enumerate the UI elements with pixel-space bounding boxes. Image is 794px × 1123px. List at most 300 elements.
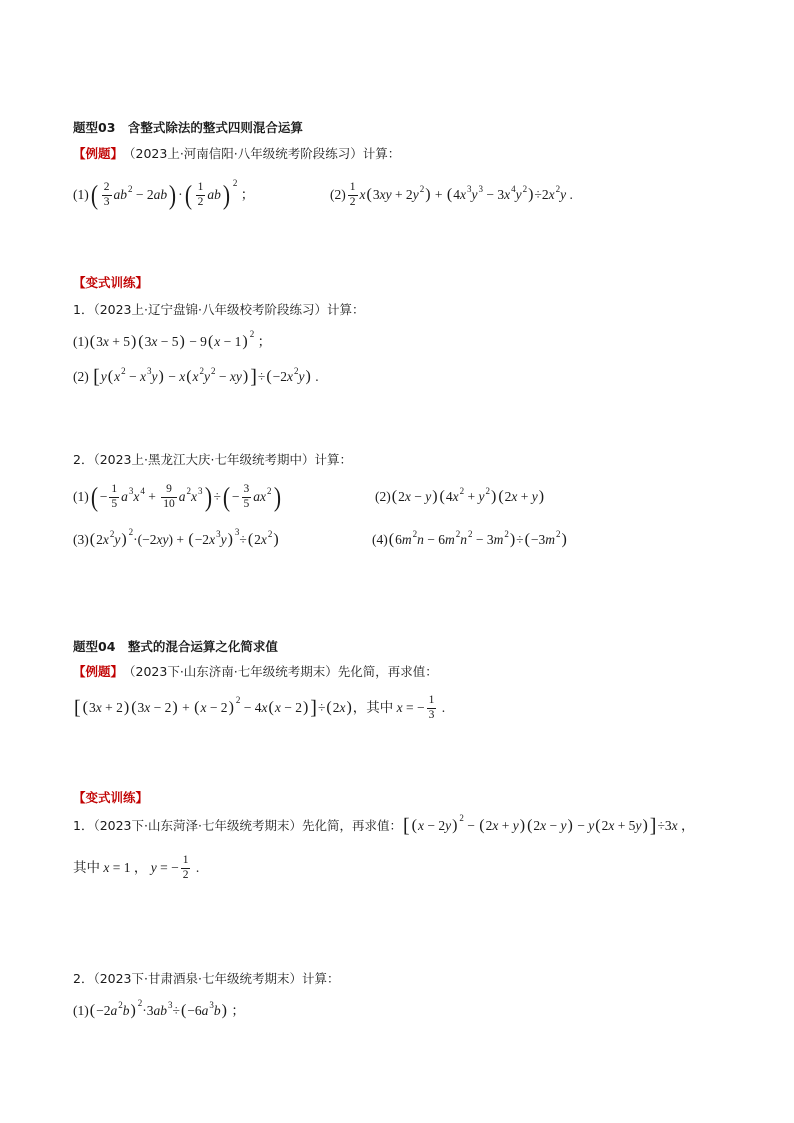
- math-bracket: ): [528, 186, 534, 203]
- math-bracket: ): [169, 179, 177, 210]
- math-variable: x: [459, 187, 466, 203]
- math-expression: [402, 812, 695, 837]
- math-variable: x: [492, 818, 499, 834]
- math-variable: ab: [153, 187, 168, 203]
- math-bracket: ): [273, 481, 281, 512]
- math-text: − xy: [215, 369, 242, 385]
- math-text: [214, 1004, 221, 1018]
- math-bracket: ): [273, 531, 279, 548]
- math-variable: y: [150, 860, 157, 876]
- math-text: ÷: [239, 532, 247, 548]
- fraction-numerator: 9: [166, 483, 172, 495]
- math-fraction: [109, 484, 119, 510]
- math-bracket: (: [82, 699, 88, 716]
- math-variable: x: [417, 818, 424, 834]
- math-variable: y: [220, 532, 227, 548]
- type03-q2-problem-2: [375, 480, 545, 514]
- math-bracket: ): [242, 368, 249, 385]
- math-text: +: [178, 700, 194, 716]
- example-tag: 【例题】: [73, 145, 124, 161]
- math-variable: x: [140, 369, 146, 385]
- type03-example-problem-1: [73, 178, 254, 212]
- math-bracket: (: [194, 699, 200, 716]
- math-bracket: (: [595, 817, 601, 834]
- math-bracket: (: [479, 817, 485, 834]
- math-superscript: 2: [485, 485, 490, 496]
- math-text: −: [463, 818, 479, 834]
- math-text: ·3ab: [142, 1003, 168, 1019]
- fraction-denominator: 2: [349, 195, 356, 208]
- math-variable: y: [100, 369, 107, 385]
- math-variable: x: [274, 700, 281, 716]
- math-bracket: ): [519, 817, 526, 834]
- math-text: [299, 370, 305, 384]
- math-variable: x: [287, 369, 294, 385]
- math-superscript: 3: [478, 183, 483, 194]
- math-text: −3m: [530, 532, 556, 548]
- math-expression: [73, 481, 283, 512]
- math-bracket: ): [346, 699, 352, 716]
- math-bracket: (: [247, 531, 254, 548]
- math-superscript: 2: [211, 365, 216, 376]
- math-text: (2): [375, 489, 391, 505]
- math-text: (1): [73, 187, 89, 203]
- math-variable: x: [260, 532, 267, 548]
- math-variable: x: [192, 369, 199, 385]
- type04-variant-tag: 【变式训练】: [73, 789, 149, 805]
- math-variable: x: [540, 818, 547, 834]
- math-bracket: (: [90, 179, 98, 210]
- math-text: ÷3x ，: [657, 818, 695, 834]
- math-expression: [375, 485, 545, 505]
- type03-q2-problem-4: [372, 523, 568, 557]
- math-variable: y: [445, 818, 452, 834]
- math-superscript: 2: [267, 485, 272, 496]
- math-text: ÷: [257, 369, 266, 385]
- math-variable: a: [110, 1003, 118, 1019]
- math-superscript: 2: [199, 365, 205, 376]
- math-text: (2): [330, 187, 346, 203]
- math-bracket: ): [222, 179, 230, 210]
- type04-example-heading: [73, 655, 438, 689]
- math-bracket: (: [268, 699, 274, 716]
- math-text: 2x − y: [533, 818, 567, 834]
- fraction-denominator: 2: [182, 868, 189, 881]
- math-bracket: (: [186, 368, 192, 385]
- math-variable: n: [417, 532, 424, 548]
- type03-title: 题型03 含整式除法的整式四则混合运算: [73, 119, 303, 135]
- math-text: −: [231, 489, 240, 505]
- math-superscript: 2: [294, 365, 299, 376]
- math-text: 6m: [395, 532, 412, 548]
- math-superscript: 3: [216, 528, 221, 539]
- math-bracket: ): [130, 1002, 136, 1019]
- math-bracket: ): [642, 817, 648, 834]
- math-bracket: (: [180, 1002, 187, 1019]
- math-text: [471, 188, 477, 202]
- math-text: ·(−2xy) +: [133, 532, 188, 548]
- math-expression: [73, 328, 272, 350]
- math-expression: [372, 528, 568, 548]
- math-variable: ab: [113, 187, 127, 203]
- math-bracket: ): [561, 531, 567, 548]
- math-superscript: 2: [267, 528, 273, 539]
- math-variable: x: [608, 818, 615, 834]
- fraction-numerator: 1: [197, 181, 204, 193]
- math-text: (4): [372, 532, 388, 548]
- math-bracket: ): [158, 368, 164, 385]
- math-variable: m: [401, 532, 412, 548]
- math-text: .: [566, 187, 573, 203]
- math-text: −6a: [187, 1003, 209, 1019]
- math-text: x − 2y: [417, 818, 452, 834]
- math-variable: x: [359, 187, 366, 203]
- math-text: − x: [164, 369, 186, 385]
- fraction-denominator: 5: [111, 497, 118, 510]
- type03-q1-heading: 1．（2023上·辽宁盘锦·八年级校考阶段练习）计算：: [73, 301, 365, 317]
- math-variable: y: [515, 187, 522, 203]
- math-bracket: ): [121, 531, 127, 548]
- math-bracket: ): [452, 817, 458, 834]
- fraction-denominator: 2: [197, 195, 204, 208]
- math-text: ·: [178, 187, 183, 203]
- math-text: [204, 370, 210, 384]
- math-superscript: 3: [209, 999, 214, 1010]
- math-variable: x: [103, 860, 110, 876]
- math-variable: x: [191, 489, 197, 505]
- math-variable: x: [452, 489, 459, 505]
- math-text: .: [438, 700, 446, 716]
- math-variable: y: [560, 818, 567, 834]
- math-variable: y: [560, 187, 567, 203]
- math-superscript: 2: [118, 999, 123, 1010]
- math-bracket: (: [524, 531, 530, 548]
- math-variable: x: [151, 334, 158, 350]
- type04-q1-heading: [73, 809, 694, 843]
- math-bracket: (: [89, 1002, 96, 1019]
- math-text: [114, 370, 120, 384]
- math-text: −2x: [272, 369, 294, 385]
- math-text: ÷: [213, 489, 221, 505]
- math-text: 3x + 5: [96, 334, 130, 350]
- math-bracket: (: [89, 333, 96, 350]
- math-expression: [73, 367, 319, 387]
- math-expression: [73, 526, 280, 548]
- math-bracket: ): [242, 333, 248, 350]
- math-superscript: 2: [504, 528, 509, 539]
- math-superscript: 4: [511, 183, 516, 194]
- math-text: [121, 490, 128, 504]
- math-variable: xy: [379, 187, 392, 203]
- math-variable: x: [133, 489, 140, 505]
- math-bracket: ): [179, 333, 185, 350]
- fraction-denominator: 3: [103, 195, 110, 208]
- example-source: （2023下·山东济南·七年级统考期末）先化简，再求值：: [123, 663, 438, 679]
- math-fraction: [181, 855, 191, 881]
- math-text: x − 2: [200, 700, 228, 716]
- math-superscript: 2: [121, 365, 126, 376]
- math-expression: [73, 695, 445, 721]
- math-variable: y: [412, 187, 419, 203]
- math-text: − 3m: [472, 532, 504, 548]
- math-bracket: (: [527, 817, 533, 834]
- math-superscript: 2: [455, 528, 461, 539]
- math-superscript: 2: [459, 485, 465, 496]
- fraction-numerator: 2: [103, 181, 110, 193]
- math-text: (1): [73, 334, 89, 350]
- math-bracket: ]: [250, 366, 257, 388]
- math-variable: b: [213, 1003, 221, 1019]
- math-variable: m: [444, 532, 455, 548]
- math-variable: x: [261, 700, 268, 716]
- math-superscript: 4: [140, 485, 145, 496]
- math-superscript: 3: [147, 365, 152, 376]
- math-bracket: (: [326, 699, 332, 716]
- type03-example-problem-2: [330, 178, 573, 212]
- math-variable: y: [425, 489, 432, 505]
- math-text: ，其中 x = −: [352, 700, 425, 716]
- math-superscript: 2: [249, 328, 255, 339]
- math-text: 2x: [254, 532, 267, 548]
- math-text: [253, 490, 266, 504]
- math-variable: x: [504, 187, 511, 203]
- math-variable: x: [339, 700, 346, 716]
- math-bracket: (: [89, 531, 96, 548]
- math-variable: y: [114, 532, 121, 548]
- math-text: 3xy + 2y: [372, 187, 419, 203]
- math-superscript: 2: [186, 485, 191, 496]
- math-variable: b: [122, 1003, 130, 1019]
- math-variable: m: [545, 532, 556, 548]
- math-text: − y: [573, 818, 595, 834]
- math-text: ；: [254, 334, 272, 350]
- math-text: ；: [237, 187, 255, 203]
- math-variable: x: [209, 532, 216, 548]
- math-variable: x: [114, 369, 121, 385]
- math-superscript: 3: [198, 485, 203, 496]
- math-text: (1): [73, 1003, 89, 1019]
- math-bracket: (: [388, 531, 395, 548]
- type03-q2-problem-3: [73, 523, 280, 557]
- math-text: [114, 188, 128, 202]
- example-tag: 【例题】: [73, 663, 124, 679]
- math-text: −2x: [194, 532, 216, 548]
- math-text: n − 6m: [417, 532, 455, 548]
- math-text: 3x − 5: [144, 334, 179, 350]
- math-bracket: ]: [310, 697, 317, 719]
- math-variable: m: [493, 532, 504, 548]
- type04-title: 题型04 整式的混合运算之化简求值: [73, 638, 278, 654]
- math-bracket: [: [402, 815, 410, 837]
- math-text: − 2ab: [132, 187, 168, 203]
- math-superscript: 3: [128, 485, 134, 496]
- fraction-denominator: 10: [163, 497, 175, 510]
- math-text: [114, 533, 120, 547]
- math-bracket: ): [227, 531, 233, 548]
- math-text: [133, 490, 139, 504]
- math-bracket: ): [123, 699, 130, 716]
- math-variable: x: [102, 334, 109, 350]
- math-bracket: (: [107, 368, 114, 385]
- fraction-numerator: 3: [243, 483, 250, 495]
- math-text: x − 2: [274, 700, 302, 716]
- math-bracket: ): [221, 1002, 227, 1019]
- math-variable: y: [471, 187, 478, 203]
- math-text: ÷2x: [534, 187, 555, 203]
- math-fraction: [196, 182, 206, 208]
- math-text: x − 1: [214, 334, 242, 350]
- math-bracket: ): [302, 699, 309, 716]
- math-bracket: ): [130, 333, 137, 350]
- math-variable: x: [214, 334, 221, 350]
- math-fraction: [242, 484, 252, 510]
- math-variable: y: [588, 818, 595, 834]
- math-variable: x: [102, 532, 109, 548]
- fraction-denominator: 5: [243, 497, 250, 510]
- math-variable: y: [478, 489, 485, 505]
- math-bracket: (: [366, 186, 372, 203]
- math-text: +: [431, 187, 446, 203]
- type04-q1-condition: [73, 851, 199, 885]
- math-text: (1): [73, 489, 89, 505]
- math-variable: xy: [229, 369, 242, 385]
- fraction-numerator: 1: [349, 181, 356, 193]
- math-bracket: (: [207, 333, 214, 350]
- math-superscript: 2: [556, 528, 561, 539]
- question-heading: 1．（2023下·山东菏泽·七年级统考期末）先化简，再求值：: [73, 817, 402, 833]
- math-text: +: [144, 489, 160, 505]
- math-text: (3): [73, 532, 89, 548]
- math-variable: x: [511, 489, 518, 505]
- math-text: −2a: [96, 1003, 118, 1019]
- math-expression: [73, 997, 245, 1019]
- math-text: 其中 x = 1 ， y = −: [73, 860, 179, 876]
- math-bracket: (: [411, 817, 417, 834]
- math-bracket: [: [74, 697, 81, 719]
- math-bracket: ): [432, 488, 438, 505]
- math-variable: a: [178, 489, 186, 505]
- math-superscript: 2: [137, 997, 143, 1008]
- math-variable: x: [144, 700, 151, 716]
- math-bracket: ]: [649, 815, 657, 837]
- type03-variant-tag: 【变式训练】: [73, 274, 149, 290]
- type04-q2-problem-1: [73, 994, 245, 1028]
- math-text: (2): [73, 369, 93, 385]
- math-bracket: [: [93, 366, 100, 388]
- math-bracket: ): [305, 368, 311, 385]
- math-expression: [73, 855, 199, 881]
- math-text: [221, 533, 227, 547]
- example-source: （2023上·河南信阳·八年级统考阶段练习）计算：: [123, 145, 401, 161]
- math-variable: a: [201, 1003, 209, 1019]
- math-text: 2x − y: [398, 489, 432, 505]
- math-bracket: (: [439, 488, 445, 505]
- math-text: [191, 490, 197, 504]
- math-bracket: (: [446, 186, 453, 203]
- type03-q2-problem-1: [73, 480, 283, 514]
- math-bracket: ): [567, 817, 573, 834]
- fraction-denominator: 3: [428, 708, 435, 721]
- math-text: [123, 1004, 130, 1018]
- math-text: − 4x: [240, 700, 268, 716]
- math-fraction: [161, 484, 177, 510]
- math-variable: ax: [253, 489, 267, 505]
- math-text: − x: [125, 369, 146, 385]
- math-text: [152, 370, 158, 384]
- math-variable: x: [95, 700, 102, 716]
- math-superscript: 2: [555, 183, 561, 194]
- math-variable: x: [396, 700, 403, 716]
- math-bracket: (: [131, 699, 137, 716]
- math-superscript: 2: [232, 177, 238, 188]
- math-variable: y: [531, 489, 538, 505]
- math-bracket: ): [425, 186, 431, 203]
- math-superscript: 2: [109, 528, 115, 539]
- math-fraction: [348, 182, 358, 208]
- math-variable: y: [298, 369, 305, 385]
- math-text: [207, 188, 221, 202]
- math-text: 2x + 5y: [601, 818, 642, 834]
- math-text: .: [311, 369, 319, 385]
- math-text: ÷: [516, 532, 524, 548]
- math-text: ÷: [172, 1003, 180, 1019]
- math-superscript: 2: [419, 183, 425, 194]
- math-bracket: ): [538, 488, 545, 505]
- math-text: 2x + y: [504, 489, 538, 505]
- math-text: + y: [464, 489, 485, 505]
- math-superscript: 2: [128, 526, 134, 537]
- math-expression: [73, 177, 255, 210]
- math-bracket: ): [172, 699, 178, 716]
- math-text: − 9: [185, 334, 207, 350]
- math-variable: y: [635, 818, 642, 834]
- math-text: − 3x: [482, 187, 511, 203]
- math-bracket: (: [498, 488, 504, 505]
- type03-q1-problem-1: [73, 325, 271, 359]
- math-text: [193, 370, 199, 384]
- math-variable: ab: [153, 1003, 168, 1019]
- math-variable: x: [548, 187, 555, 203]
- math-text: 4x: [453, 187, 466, 203]
- math-variable: a: [121, 489, 128, 505]
- math-expression: [330, 182, 573, 208]
- math-text: [360, 188, 366, 202]
- math-bracket: (: [90, 481, 98, 512]
- math-superscript: 3: [168, 999, 173, 1010]
- math-text: [460, 533, 467, 547]
- fraction-numerator: 1: [182, 854, 189, 866]
- math-text: 2x + y: [485, 818, 519, 834]
- math-text: ÷: [317, 700, 326, 716]
- math-text: 2x: [332, 700, 346, 716]
- math-superscript: 2: [467, 528, 473, 539]
- type04-q2-heading: 2．（2023下·甘肃酒泉·七年级统考期末）计算：: [73, 970, 340, 986]
- type04-example-expression: [73, 691, 445, 725]
- type03-example-heading: [73, 137, 400, 171]
- math-variable: n: [460, 532, 467, 548]
- math-variable: x: [179, 369, 186, 385]
- math-variable: ab: [207, 187, 221, 203]
- math-text: −: [99, 489, 108, 505]
- type03-q2-heading: 2．（2023上·黑龙江大庆·七年级统考期中）计算：: [73, 451, 352, 467]
- math-bracket: (: [222, 481, 231, 512]
- math-bracket: ): [509, 531, 516, 548]
- math-fraction: [102, 182, 112, 208]
- math-superscript: 2: [522, 183, 528, 194]
- fraction-numerator: 1: [111, 483, 118, 495]
- math-superscript: 2: [412, 528, 418, 539]
- math-text: 3x + 2: [89, 700, 123, 716]
